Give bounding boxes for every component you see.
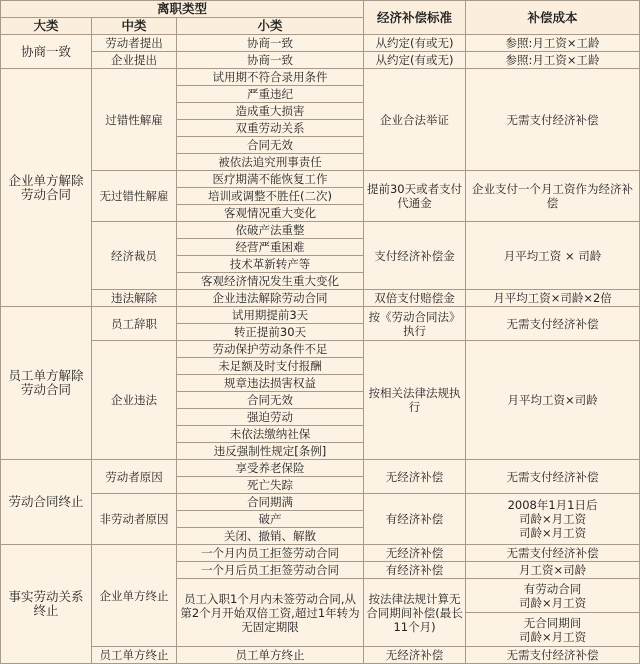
- minor-cell: 经营严重困难: [177, 239, 364, 256]
- mid-cell: 无过错性解雇: [92, 171, 177, 222]
- minor-cell: 未足额及时支付报酬: [177, 358, 364, 375]
- minor-cell: 员工入职1个月内未签劳动合同,从第2个月开始双倍工资,超过1年转为无固定期限: [177, 579, 364, 647]
- table-row: [1, 171, 640, 188]
- major-employee: 员工单方解除劳动合同: [1, 307, 92, 460]
- standard-cell: 无经济补偿: [364, 460, 466, 494]
- minor-cell: 劳动保护劳动条件不足: [177, 341, 364, 358]
- cost-cell: 企业支付一个月工资作为经济补偿: [466, 171, 640, 222]
- cost-cell: 无需支付经济补偿: [466, 647, 640, 664]
- minor-cell: 依破产法重整: [177, 222, 364, 239]
- table-row: [1, 647, 640, 664]
- minor-cell: 企业违法解除劳动合同: [177, 290, 364, 307]
- minor-cell: 试用期不符合录用条件: [177, 69, 364, 86]
- standard-cell: 双倍支付赔偿金: [364, 290, 466, 307]
- minor-cell: 客观经济情况发生重大变化: [177, 273, 364, 290]
- cost-cell: [466, 613, 640, 647]
- minor-cell: 合同期满: [177, 494, 364, 511]
- minor-cell: 客观情况重大变化: [177, 205, 364, 222]
- cost-cell: 月平均工资×司龄×2倍: [466, 290, 640, 307]
- standard-cell: 支付经济补偿金: [364, 222, 466, 290]
- mid-cell: 企业违法: [92, 341, 177, 460]
- minor-cell: 协商一致: [177, 35, 364, 52]
- minor-cell: 双重劳动关系: [177, 120, 364, 137]
- mid-cell: 劳动者原因: [92, 460, 177, 494]
- mid-cell: 过错性解雇: [92, 69, 177, 171]
- standard-cell: 提前30天或者支付代通金: [364, 171, 466, 222]
- minor-cell: 协商一致: [177, 52, 364, 69]
- major-consult: 协商一致: [1, 35, 92, 69]
- standard-cell: 按《劳动合同法》执行: [364, 307, 466, 341]
- header-minor: 小类: [177, 18, 364, 35]
- standard-cell: 有经济补偿: [364, 562, 466, 579]
- minor-cell: 违反强制性规定[条例]: [177, 443, 364, 460]
- cost-cell: 参照:月工资×工龄: [466, 35, 640, 52]
- table-row: [1, 290, 640, 307]
- header-major: 大类: [1, 18, 92, 35]
- minor-cell: 被依法追究刑事责任: [177, 154, 364, 171]
- header-mid: 中类: [92, 18, 177, 35]
- header-standard: 经济补偿标准: [364, 1, 466, 35]
- table-row: [1, 35, 640, 52]
- minor-cell: 一个月后员工拒签劳动合同: [177, 562, 364, 579]
- table-row: [1, 52, 640, 69]
- standard-cell: 按相关法律法规执行: [364, 341, 466, 460]
- major-defacto: 事实劳动关系终止: [1, 545, 92, 664]
- header-cost: 补偿成本: [466, 1, 640, 35]
- header-row: [1, 1, 640, 18]
- major-termination: 劳动合同终止: [1, 460, 92, 545]
- table-row: [1, 494, 640, 511]
- standard-cell: 从约定(有或无): [364, 35, 466, 52]
- table-row: [1, 307, 640, 324]
- standard-cell: 按法律法规计算无合同期间补偿(最长11个月): [364, 579, 466, 647]
- standard-cell: 企业合法举证: [364, 69, 466, 171]
- cost-cell: 月工资×司龄: [466, 562, 640, 579]
- cost-cell: 月平均工资×司龄: [466, 341, 640, 460]
- standard-cell: 无经济补偿: [364, 545, 466, 562]
- minor-cell: 关闭、撤销、解散: [177, 528, 364, 545]
- cost-cell: 无需支付经济补偿: [466, 69, 640, 171]
- mid-cell: 劳动者提出: [92, 35, 177, 52]
- standard-cell: 无经济补偿: [364, 647, 466, 664]
- minor-cell: 转正提前30天: [177, 324, 364, 341]
- mid-cell: 员工辞职: [92, 307, 177, 341]
- table-row: [1, 341, 640, 358]
- cost-line: 司龄×月工资: [518, 629, 587, 644]
- table-row: [1, 460, 640, 477]
- minor-cell: 医疗期满不能恢复工作: [177, 171, 364, 188]
- cost-line: 司龄×月工资: [518, 595, 587, 610]
- mid-cell: 企业提出: [92, 52, 177, 69]
- standard-cell: 有经济补偿: [364, 494, 466, 545]
- minor-cell: 一个月内员工拒签劳动合同: [177, 545, 364, 562]
- cost-cell: [466, 494, 640, 545]
- minor-cell: 技术革新转产等: [177, 256, 364, 273]
- minor-cell: 培训或调整不胜任(二次): [177, 188, 364, 205]
- minor-cell: 严重违纪: [177, 86, 364, 103]
- cost-line: 2008年1月1日后: [507, 498, 598, 512]
- minor-cell: 员工单方终止: [177, 647, 364, 664]
- standard-cell: 从约定(有或无): [364, 52, 466, 69]
- cost-line: 无合同期间: [523, 615, 582, 630]
- mid-cell: 违法解除: [92, 290, 177, 307]
- cost-line: 司龄×月工资: [518, 512, 587, 526]
- minor-cell: 合同无效: [177, 137, 364, 154]
- major-employer: 企业单方解除劳动合同: [1, 69, 92, 307]
- table-row: [1, 69, 640, 86]
- minor-cell: 规章违法损害权益: [177, 375, 364, 392]
- minor-cell: 破产: [177, 511, 364, 528]
- cost-cell: 无需支付经济补偿: [466, 545, 640, 562]
- table-row: [1, 545, 640, 562]
- minor-cell: 强迫劳动: [177, 409, 364, 426]
- minor-cell: 死亡失踪: [177, 477, 364, 494]
- mid-cell: 经济裁员: [92, 222, 177, 290]
- cost-cell: 无需支付经济补偿: [466, 307, 640, 341]
- cost-cell: 月平均工资 × 司龄: [466, 222, 640, 290]
- header-category: 离职类型: [1, 1, 364, 18]
- minor-cell: 未依法缴纳社保: [177, 426, 364, 443]
- mid-cell: 非劳动者原因: [92, 494, 177, 545]
- cost-cell: 无需支付经济补偿: [466, 460, 640, 494]
- minor-cell: 造成重大损害: [177, 103, 364, 120]
- minor-cell: 享受养老保险: [177, 460, 364, 477]
- cost-line: 司龄×月工资: [518, 526, 587, 540]
- mid-cell: 企业单方终止: [92, 545, 177, 647]
- cost-cell: [466, 579, 640, 613]
- cost-line: 有劳动合同: [523, 581, 582, 596]
- table-row: [1, 222, 640, 239]
- mid-cell: 员工单方终止: [92, 647, 177, 664]
- cost-cell: 参照:月工资×工龄: [466, 52, 640, 69]
- minor-cell: 试用期提前3天: [177, 307, 364, 324]
- minor-cell: 合同无效: [177, 392, 364, 409]
